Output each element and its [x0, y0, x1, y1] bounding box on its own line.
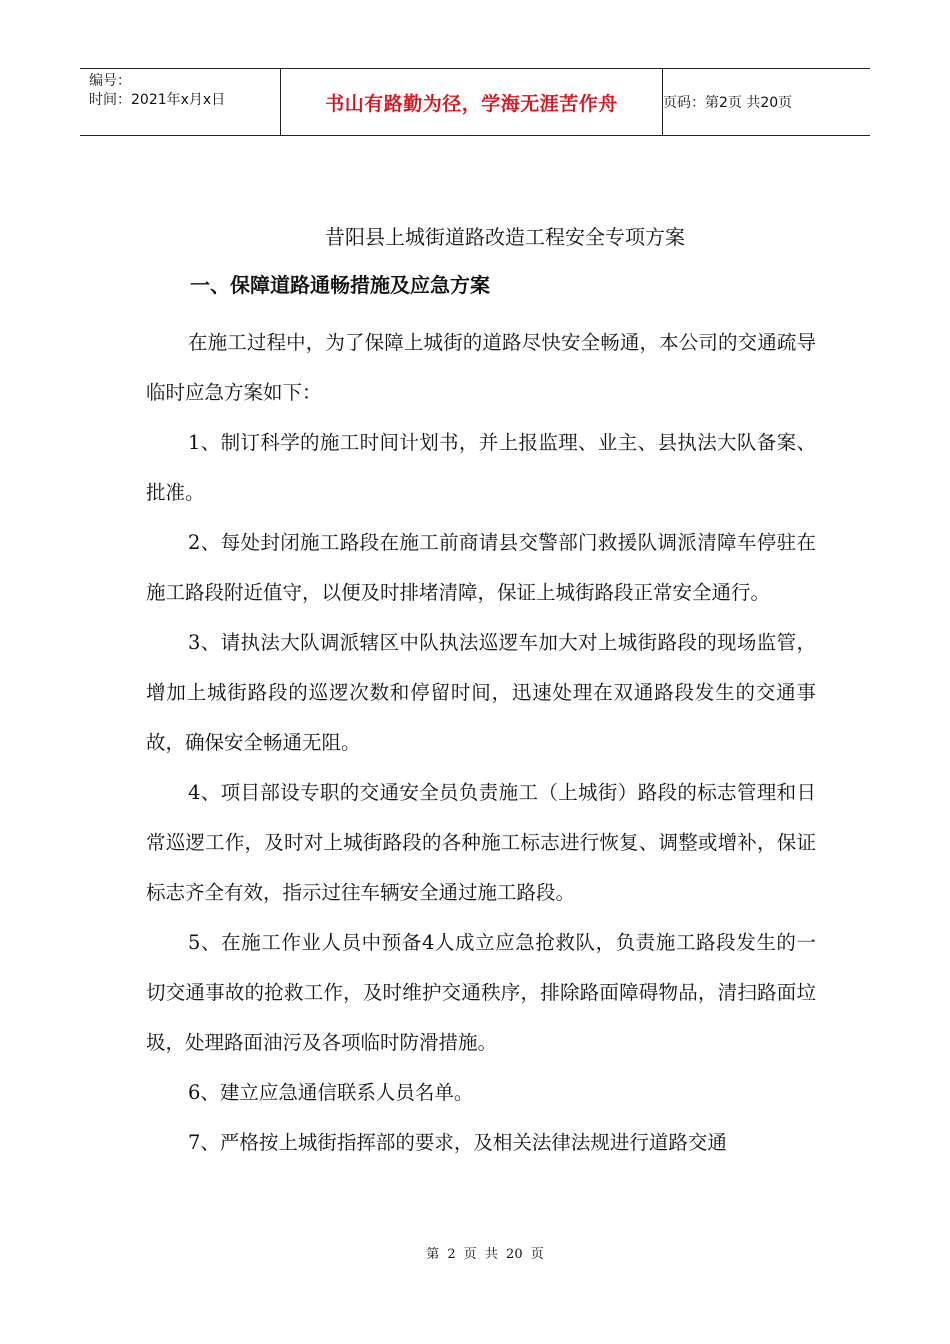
- page-footer: 第 2 页 共 20 页: [426, 1247, 544, 1262]
- header-meta-cell: [80, 69, 281, 135]
- paragraph: 6、建立应急通信联系人员名单。: [188, 1081, 474, 1104]
- paragraph: 1、制订科学的施工时间计划书，并上报监理、业主、县执法大队备案、批准。: [146, 431, 816, 504]
- paragraph: 在施工过程中，为了保障上城街的道路尽快安全畅通，本公司的交通疏导临时应急方案如下：: [146, 331, 816, 404]
- section-heading: 一、保障道路通畅措施及应急方案: [190, 273, 490, 297]
- paragraph: 4、项目部设专职的交通安全员负责施工（上城街）路段的标志管理和日常巡逻工作，及时对上城街路段的各种施工标志进行恢复、调整或增补，保证标志齐全有效，指示过往车辆安全通过施工路段。: [146, 781, 816, 904]
- page-info: 页码：第2页 共20页: [663, 95, 793, 111]
- header-page-cell: [663, 69, 870, 135]
- motto-text: 书山有路勤为径，学海无涯苦作舟: [325, 92, 618, 115]
- document-title: 昔阳县上城街道路改造工程安全专项方案: [325, 225, 685, 249]
- paragraph: 5、在施工作业人员中预备4人成立应急抢救队，负责施工路段发生的一切交通事故的抢救工作，及时维护交通秩序，排除路面障碍物品，清扫路面垃圾，处理路面油污及各项临时防滑措施。: [146, 931, 816, 1054]
- header-table: [80, 68, 870, 136]
- document-body: [146, 318, 816, 1168]
- time-label: 时间：2021年x月x日: [89, 92, 226, 108]
- number-label: 编号：: [89, 73, 131, 89]
- paragraph: 2、每处封闭施工路段在施工前商请县交警部门救援队调派清障车停驻在施工路段附近值守，以便及时排堵清障，保证上城街路段正常安全通行。: [146, 531, 816, 604]
- paragraph: 3、请执法大队调派辖区中队执法巡逻车加大对上城街路段的现场监管，增加上城街路段的巡逻次数和停留时间，迅速处理在双通路段发生的交通事故，确保安全畅通无阻。: [146, 631, 816, 754]
- paragraph: 7、严格按上城街指挥部的要求，及相关法律法规进行道路交通: [188, 1131, 727, 1154]
- header-motto-cell: [281, 69, 663, 135]
